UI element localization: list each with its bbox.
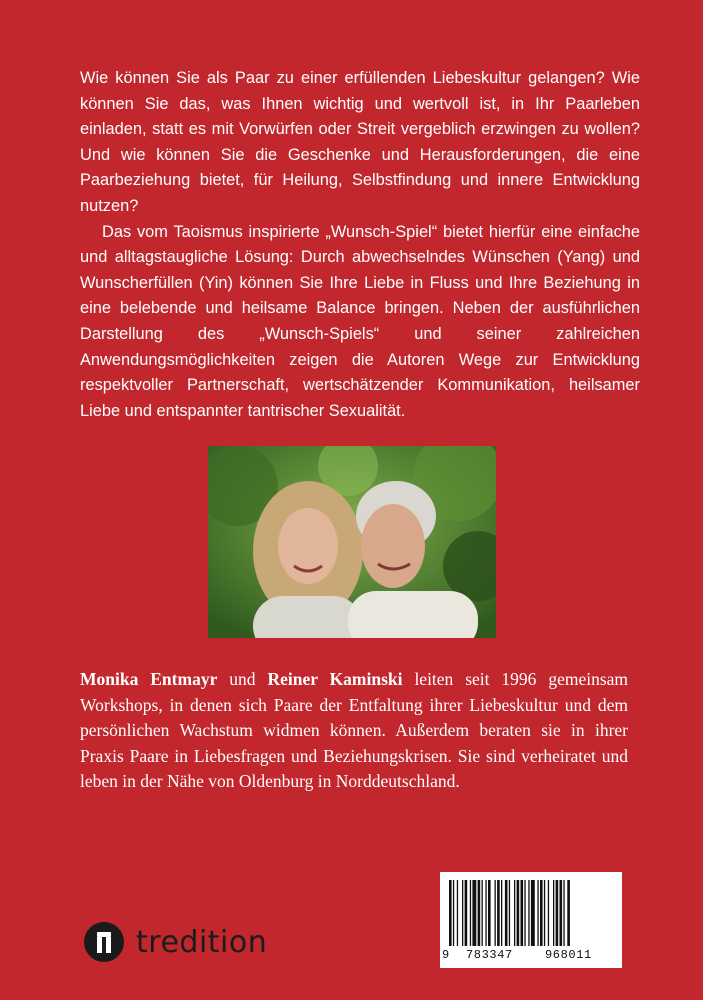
publisher-name: tredition xyxy=(136,924,268,960)
author-connector: und xyxy=(229,669,256,689)
barcode-bar xyxy=(465,880,468,946)
barcode-bar xyxy=(517,880,520,946)
barcode-bar xyxy=(462,880,463,946)
barcode-bar xyxy=(453,880,454,946)
barcode-bar xyxy=(548,880,549,946)
barcode-bar xyxy=(528,880,529,946)
barcode-bar xyxy=(531,880,535,946)
author-name-1: Monika Entmayr xyxy=(80,669,218,689)
barcode-bars xyxy=(449,880,613,946)
author-bio-text: leiten seit 1996 gemeinsam Workshops, in denen sich Paare der Entfaltung ihrer Liebeskultur und dem persönlichen Wachstum widmen können. Außerdem beraten sie in ihrer Praxis Paare in Liebesfragen und Beziehungskrisen. Sie sind verheiratet und leben in der Nähe von Oldenburg in Norddeutschland. xyxy=(80,669,629,792)
barcode-bar xyxy=(509,880,510,946)
barcode-bar xyxy=(505,880,508,946)
back-cover-blurb xyxy=(80,66,640,424)
barcode-bar xyxy=(524,880,525,946)
barcode-bar xyxy=(449,880,452,946)
barcode-bar xyxy=(521,880,524,946)
barcode-bar xyxy=(457,880,458,946)
tredition-logo-icon xyxy=(84,922,124,962)
barcode-bar xyxy=(567,880,570,946)
barcode-bar xyxy=(495,880,496,946)
barcode-bar xyxy=(472,880,476,946)
barcode-digit-1: 9 xyxy=(442,948,450,962)
author-photo-image xyxy=(208,446,496,638)
barcode-bar xyxy=(470,880,471,946)
author-bio xyxy=(80,667,628,795)
barcode-bar xyxy=(488,880,491,946)
author-photo xyxy=(208,446,496,638)
author-name-2: Reiner Kaminski xyxy=(267,669,403,689)
barcode-bar xyxy=(553,880,554,946)
barcode-bar xyxy=(563,880,564,946)
blurb-paragraph-1: Wie können Sie als Paar zu einer erfüllenden Liebeskultur gelangen? Wie können Sie das, was Ihnen wichtig und wertvoll ist, in Ihr Paarleben einladen, statt es mit Vorwürfen oder Streit vergeblich erzwingen zu wollen? Und wie können Sie die Geschenke und Herausforderungen, die eine Paarbeziehung bietet, für Heilung, Selbstfindung und innere Entwicklung nutzen? xyxy=(80,69,640,215)
barcode-bar xyxy=(544,880,545,946)
barcode-bar xyxy=(540,880,543,946)
barcode-bar xyxy=(537,880,538,946)
isbn-barcode xyxy=(440,872,622,968)
barcode-group-2: 968011 xyxy=(545,948,592,962)
publisher-logo xyxy=(84,920,267,964)
barcode-bar xyxy=(485,880,486,946)
barcode-bar xyxy=(478,880,481,946)
barcode-bar xyxy=(514,880,515,946)
barcode-bar xyxy=(560,880,563,946)
blurb-paragraph-2: Das vom Taoismus inspirierte „Wunsch-Spiel“ bietet hierfür eine einfache und alltagstaugliche Lösung: Durch abwechselndes Wünschen (Yang) und Wunscherfüllen (Yin) können Sie Ihre Liebe in Fluss und Ihre Beziehung in eine belebende und heilsame Balance bringen. Neben der ausführlichen Darstellung des „Wunsch-Spiels“ und seiner zahlreichen Anwendungsmöglichkeiten zeigen die Autoren Wege zur Entwicklung respektvoller Partnerschaft, wertschätzender Kommunikation, heilsamer Liebe und entspannter tantrischer Sexualität. xyxy=(80,222,640,420)
barcode-bar xyxy=(497,880,500,946)
barcode-bar xyxy=(556,880,559,946)
barcode-bar xyxy=(482,880,483,946)
barcode-bar xyxy=(501,880,502,946)
barcode-group-1: 783347 xyxy=(466,948,513,962)
